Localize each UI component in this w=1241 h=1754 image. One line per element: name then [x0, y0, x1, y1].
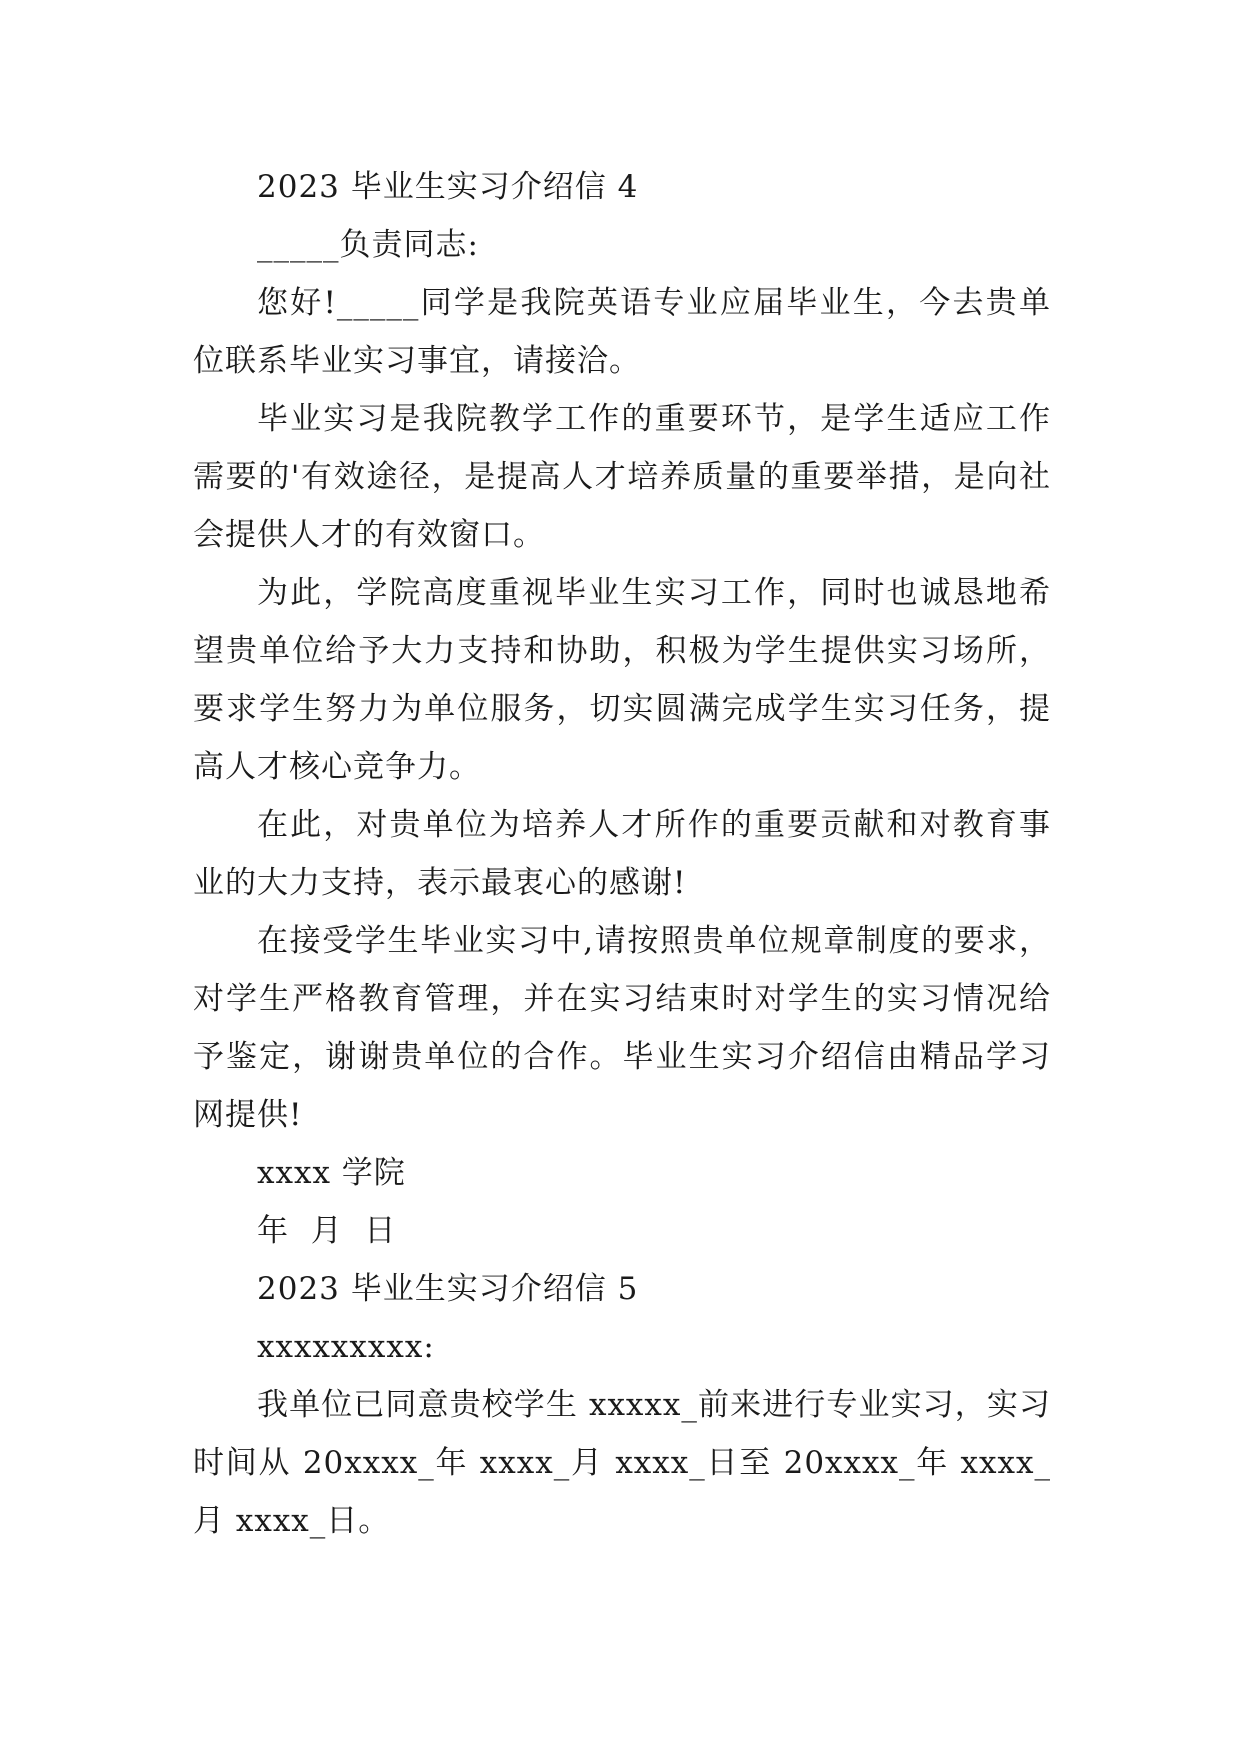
letter4-date: 年 月 日	[257, 1213, 397, 1249]
letter4-paragraph-4: 在此，对贵单位为培养人才所作的重要贡献和对教育事业的大力支持，表示最衷心的感谢!	[193, 807, 1051, 901]
document-body	[193, 158, 1051, 1550]
letter5-salutation: xxxxxxxxx:	[257, 1329, 435, 1365]
letter4-signature: xxxx 学院	[257, 1155, 406, 1191]
letter5-paragraph-1: 我单位已同意贵校学生 xxxxx_前来进行专业实习，实习时间从 20xxxx_年 xxxx_月 xxxx_日至 20xxxx_年 xxxx_月 xxxx_日。	[193, 1387, 1051, 1539]
letter4-paragraph-2: 毕业实习是我院教学工作的重要环节，是学生适应工作需要的'有效途径，是提高人才培养质量的重要举措，是向社会提供人才的有效窗口。	[193, 401, 1051, 553]
letter4-paragraph-1: 您好!_____同学是我院英语专业应届毕业生，今去贵单位联系毕业实习事宜，请接洽。	[193, 285, 1051, 379]
letter4-paragraph-5: 在接受学生毕业实习中,请按照贵单位规章制度的要求，对学生严格教育管理，并在实习结束时对学生的实习情况给予鉴定，谢谢贵单位的合作。毕业生实习介绍信由精品学习网提供!	[193, 923, 1051, 1133]
letter5-title: 2023 毕业生实习介绍信 5	[257, 1271, 639, 1307]
letter4-paragraph-3: 为此，学院高度重视毕业生实习工作，同时也诚恳地希望贵单位给予大力支持和协助，积极为学生提供实习场所，要求学生努力为单位服务，切实圆满完成学生实习任务，提高人才核心竞争力。	[193, 575, 1051, 785]
letter4-title: 2023 毕业生实习介绍信 4	[257, 169, 639, 205]
letter4-salutation: _____负责同志:	[257, 227, 479, 263]
